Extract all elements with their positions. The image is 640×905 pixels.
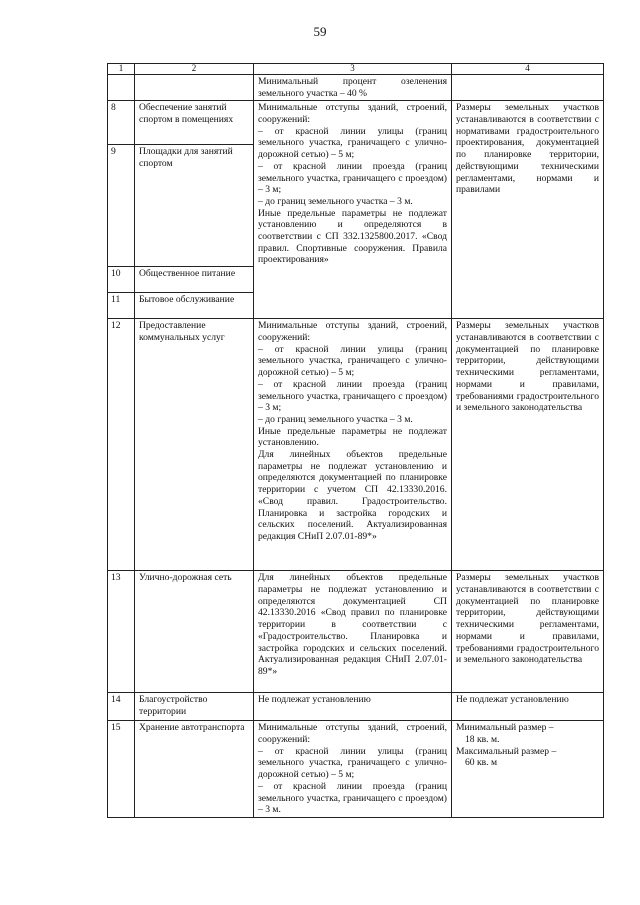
params-cell — [254, 319, 452, 571]
table-header-row — [108, 64, 604, 75]
row-number: 8 — [108, 101, 135, 145]
row-number: 13 — [108, 571, 135, 693]
row-number: 11 — [108, 293, 135, 319]
size-cell: Размеры земельных участков устанавливаются в соответствии с документацией по планировке территории, действующими техническими регламентами, нормами и правилами, требованиями градостроительного и земельного законодательства — [452, 571, 604, 693]
row-number: 9 — [108, 145, 135, 267]
row-number: 15 — [108, 721, 135, 818]
table-row — [108, 721, 604, 818]
size-cell: Размеры земельных участков устанавливаются в соответствии с документацией по планировке территории, действующими техническими регламентами, нормами и правилами, требованиями градостроительного и земельного законодательства — [452, 319, 604, 571]
params-cell: Для линейных объектов предельные параметры не подлежат установлению и определяются документацией СП 42.13330.2016 «Свод правил по планировке территории в соответствии с «Градостроительство. Планировка и застройка городских и сельских поселений. Актуализированная редакция СНиП 2.07.01-89*» — [254, 571, 452, 693]
row-number: 10 — [108, 267, 135, 293]
params-line: – от красной линии проезда (границ земельного участка, граничащего с проездом) – 3 м. — [258, 780, 447, 816]
column-header: 1 — [108, 64, 135, 75]
params-cell — [254, 721, 452, 818]
use-type-cell: Предоставление коммунальных услуг — [135, 319, 254, 571]
params-line: – от красной линии улицы (границ земельного участка, граничащего с улично-дорожной сетью) – 5 м; — [258, 343, 447, 379]
use-type-cell: Улично-дорожная сеть — [135, 571, 254, 693]
table-row — [108, 319, 604, 571]
table-row — [108, 74, 604, 100]
regulations-table — [107, 63, 604, 818]
use-type-cell: Благоустройство территории — [135, 693, 254, 721]
size-cell — [452, 721, 604, 818]
params-cell: Минимальный процент озеленения земельного участка – 40 % — [254, 74, 452, 100]
row-number: 12 — [108, 319, 135, 571]
params-line: – до границ земельного участка – 3 м. — [258, 195, 413, 207]
row-number: 14 — [108, 693, 135, 721]
params-line: – от красной линии улицы (границ земельного участка, граничащего с улично-дорожной сетью) – 5 м; — [258, 125, 447, 161]
table-row — [108, 693, 604, 721]
size-line: Минимальный размер – — [456, 722, 554, 734]
params-line: Для линейных объектов предельные параметры не подлежат установлению и определяются документацией по планировке территории с учетом СП 42.13330.2016. «Свод правил. Градостроительство. Планировка и застройка городских и сельских поселений. Актуализированная редакция СНиП 2.07.01-89*» — [258, 449, 447, 542]
params-line: Минимальные отступы зданий, строений, сооружений: — [258, 320, 447, 343]
size-line: Максимальный размер – — [456, 745, 557, 757]
params-line: – от красной линии улицы (границ земельного участка, граничащего с улично-дорожной сетью) – 5 м; — [258, 745, 447, 781]
use-type-cell: Общественное питание — [135, 267, 254, 293]
use-type-cell: Хранение автотранспорта — [135, 721, 254, 818]
params-line: Минимальные отступы зданий, строений, сооружений: — [258, 102, 447, 125]
params-line: – от красной линии проезда (границ земельного участка, граничащего с проездом) – 3 м; — [258, 378, 447, 414]
params-line: Иные предельные параметры не подлежат установлению. — [258, 425, 447, 449]
column-header: 2 — [135, 64, 254, 75]
params-cell: Не подлежат установлению — [254, 693, 452, 721]
params-line: – до границ земельного участка – 3 м. — [258, 413, 413, 425]
use-type-cell: Бытовое обслуживание — [135, 293, 254, 319]
params-line: Иные предельные параметры не подлежат установлению и определяются в соответствии с СП 332.1325800.2017. «Свод правил. Спортивные сооружения. Правила проектирования» — [258, 207, 447, 266]
use-type-cell: Обеспечение занятий спортом в помещениях — [135, 101, 254, 145]
params-line: – от красной линии проезда (границ земельного участка, граничащего с проездом) – 3 м; — [258, 160, 447, 196]
table-row — [108, 101, 604, 145]
size-cell: Не подлежат установлению — [452, 693, 604, 721]
page-number: 59 — [313, 24, 327, 39]
params-cell — [254, 101, 452, 319]
table-row — [108, 571, 604, 693]
column-header: 4 — [452, 64, 604, 75]
use-type-cell: Площадки для занятий спортом — [135, 145, 254, 267]
params-line: Минимальные отступы зданий, строений, сооружений: — [258, 722, 447, 745]
size-line: 60 кв. м — [465, 757, 498, 769]
size-line: 18 кв. м. — [465, 734, 500, 745]
size-cell: Размеры земельных участков устанавливаются в соответствии с нормативами градостроительного проектирования, документацией по планировке территории, действующими техническими регламентами, нормами и правилами — [452, 101, 604, 267]
column-header: 3 — [254, 64, 452, 75]
